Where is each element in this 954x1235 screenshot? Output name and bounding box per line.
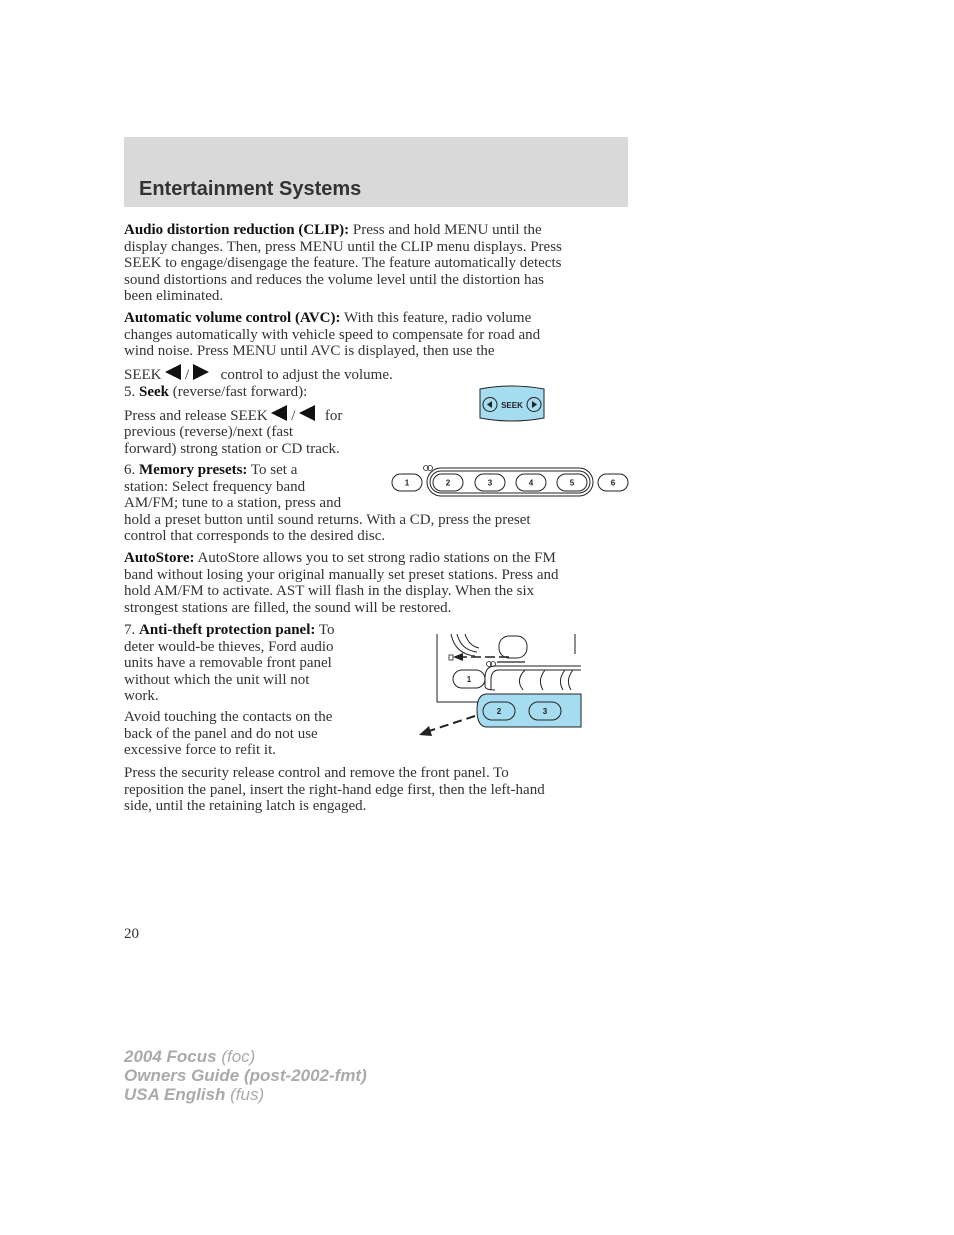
autostore-paragraph: AutoStore: AutoStore allows you to set strong radio stations on the FM band without losing your original manually set preset stations. Press and hold AM/FM to activate. AST will flash in the display. When the six strongest stations are filled, the sound will be restored.: [124, 550, 559, 616]
security-release-control: [449, 655, 453, 660]
antitheft-term: Anti-theft protection panel:: [139, 622, 316, 638]
preset-4-label: 4: [528, 478, 534, 488]
release-paragraph: Press the security release control and remove the front panel. To reposition the panel, insert the right-hand edge first, then the left-hand side, until the retaining latch is engaged.: [124, 765, 545, 814]
seek-paragraph: 5. Seek (reverse/fast forward): Press and release SEEK / for previous (reverse)/next (fast forward) strong station or CD track.: [124, 384, 343, 457]
antitheft-panel-illustration: [415, 630, 585, 742]
presets-term: Memory presets:: [139, 462, 248, 478]
removal-arrow-icon: [419, 726, 432, 736]
preset-buttons-illustration: [390, 462, 630, 500]
document-footer: 2004 Focus (foc) Owners Guide (post-2002-fmt) USA English (fus): [124, 1047, 367, 1104]
clip-paragraph: Audio distortion reduction (CLIP): Press and hold MENU until the display changes. Then, press MENU until the CLIP menu displays. Press SEEK to engage/disengage the feature. The feature automatically detects sound distortions and reduces the volume level until the distortion has been eliminated.: [124, 222, 562, 304]
seek-button-illustration: [476, 384, 548, 424]
antitheft-paragraph: 7. Anti-theft protection panel: To deter would-be thieves, Ford audio units have a removable front panel without which the unit will not work.: [124, 622, 335, 704]
section-title: Entertainment Systems: [139, 178, 362, 200]
seek-left-arrow-icon: [299, 405, 315, 421]
preset-1-label: 1: [404, 478, 410, 488]
section-header-band: [124, 137, 628, 207]
preset-6-label: 6: [610, 478, 616, 488]
avoid-paragraph: Avoid touching the contacts on the back of the panel and do not use excessive force to refit it.: [124, 709, 333, 758]
autostore-term: AutoStore:: [124, 550, 195, 566]
release-arrow-icon: [453, 653, 463, 661]
avc-term: Automatic volume control (AVC):: [124, 310, 341, 326]
avc-paragraph: Automatic volume control (AVC): With this feature, radio volume changes automatically with vehicle speed to compensate for road and wind noise. Press MENU until AVC is displayed, then use the SEEK / control to adjust the volume.: [124, 310, 541, 383]
clip-term: Audio distortion reduction (CLIP):: [124, 222, 350, 238]
page-number: 20: [124, 926, 139, 942]
preset-5-label: 5: [569, 478, 575, 488]
seek-term: Seek: [139, 384, 169, 400]
panel-button-2-label: 2: [496, 707, 502, 716]
seek-left-arrow-icon: [165, 364, 181, 380]
presets-paragraph: 6. Memory presets: To set a station: Select frequency band AM/FM; tune to a station, press and hold a preset button until sound returns. With a CD, press the preset control that corresponds to the desired disc.: [124, 462, 531, 544]
seek-button-label: SEEK: [501, 401, 523, 410]
preset-2-label: 2: [445, 478, 451, 488]
panel-button-1-label: 1: [466, 675, 472, 684]
preset-3-label: 3: [487, 478, 493, 488]
panel-button-3-label: 3: [542, 707, 548, 716]
seek-right-arrow-icon: [193, 364, 209, 380]
seek-left-arrow-icon: [271, 405, 287, 421]
